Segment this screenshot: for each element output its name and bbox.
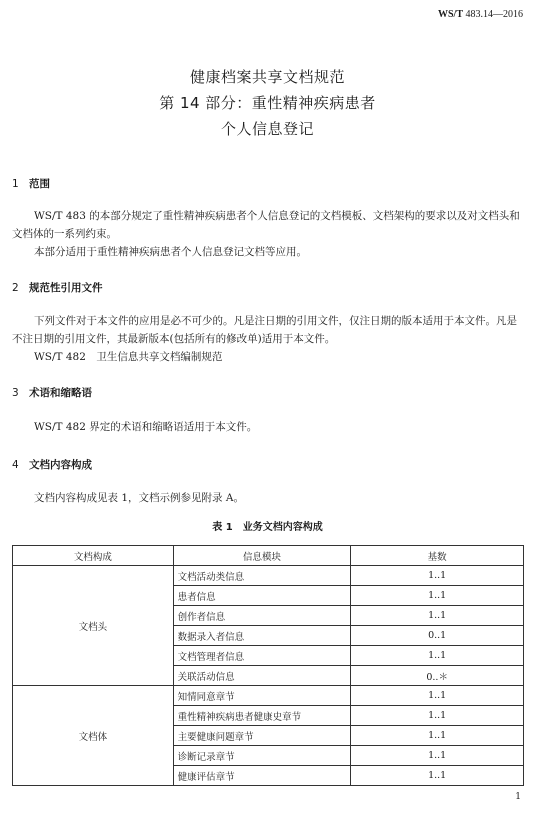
- cardinality-cell: 0..＊: [351, 666, 524, 686]
- module-cell: 关联活动信息: [173, 666, 351, 686]
- cardinality-cell: 1..1: [351, 686, 524, 706]
- section-2-reference: WS/T 482 卫生信息共享文档编制规范: [34, 351, 223, 363]
- cardinality-cell: 1..1: [351, 766, 524, 786]
- section-1-heading: 1 范围: [12, 178, 50, 190]
- table-row: [13, 566, 524, 586]
- cardinality-cell: 1..1: [351, 646, 524, 666]
- document-title: 健康档案共享文档规范: [189, 68, 345, 86]
- module-cell: 患者信息: [173, 586, 351, 606]
- module-cell: 主要健康问题章节: [173, 726, 351, 746]
- cardinality-cell: 1..1: [351, 566, 524, 586]
- section-3-paragraph-1: WS/T 482 界定的术语和缩略语适用于本文件。: [34, 421, 258, 433]
- page-number: 1: [515, 792, 521, 802]
- group-document-header: 文档头: [13, 566, 174, 686]
- table-caption: 表 1 业务文档内容构成: [212, 522, 323, 533]
- section-2-heading: 2 规范性引用文件: [12, 282, 103, 294]
- column-header-module: 信息模块: [173, 546, 351, 566]
- section-1-paragraph-1: WS/T 483 的本部分规定了重性精神疾病患者个人信息登记的文档模板、文档架构的要求以及对文档头和文档体的一系列约束。: [12, 210, 520, 240]
- module-cell: 数据录入者信息: [173, 626, 351, 646]
- standard-number: WS/T 483.14—2016: [437, 9, 523, 20]
- group-document-body: 文档体: [13, 686, 174, 786]
- section-2-paragraph-1: 下列文件对于本文件的应用是必不可少的。凡是注日期的引用文件，仅注日期的版本适用于本文件。凡是不注日期的引用文件，其最新版本(包括所有的修改单)适用于本文件。: [12, 315, 517, 345]
- section-4-heading: 4 文档内容构成: [12, 459, 92, 471]
- section-3-heading: 3 术语和缩略语: [12, 387, 92, 399]
- column-header-cardinality: 基数: [351, 546, 524, 566]
- cardinality-cell: 1..1: [351, 586, 524, 606]
- module-cell: 知情同意章节: [173, 686, 351, 706]
- column-header-composition: 文档构成: [13, 546, 174, 566]
- module-cell: 重性精神疾病患者健康史章节: [173, 706, 351, 726]
- cardinality-cell: 0..1: [351, 626, 524, 646]
- cardinality-cell: 1..1: [351, 706, 524, 726]
- table-row: [13, 686, 524, 706]
- cardinality-cell: 1..1: [351, 726, 524, 746]
- document-subtitle-line2: 个人信息登记: [220, 120, 314, 138]
- module-cell: 诊断记录章节: [173, 746, 351, 766]
- section-1-paragraph-2: 本部分适用于重性精神疾病患者个人信息登记文档等应用。: [34, 246, 307, 258]
- content-structure-table: [12, 545, 524, 786]
- cardinality-cell: 1..1: [351, 746, 524, 766]
- module-cell: 文档活动类信息: [173, 566, 351, 586]
- cardinality-cell: 1..1: [351, 606, 524, 626]
- section-4-paragraph-1: 文档内容构成见表 1，文档示例参见附录 A。: [34, 492, 244, 504]
- module-cell: 文档管理者信息: [173, 646, 351, 666]
- module-cell: 健康评估章节: [173, 766, 351, 786]
- module-cell: 创作者信息: [173, 606, 351, 626]
- table-header-row: [13, 546, 524, 566]
- document-subtitle: 第 14 部分：重性精神疾病患者: [159, 94, 376, 112]
